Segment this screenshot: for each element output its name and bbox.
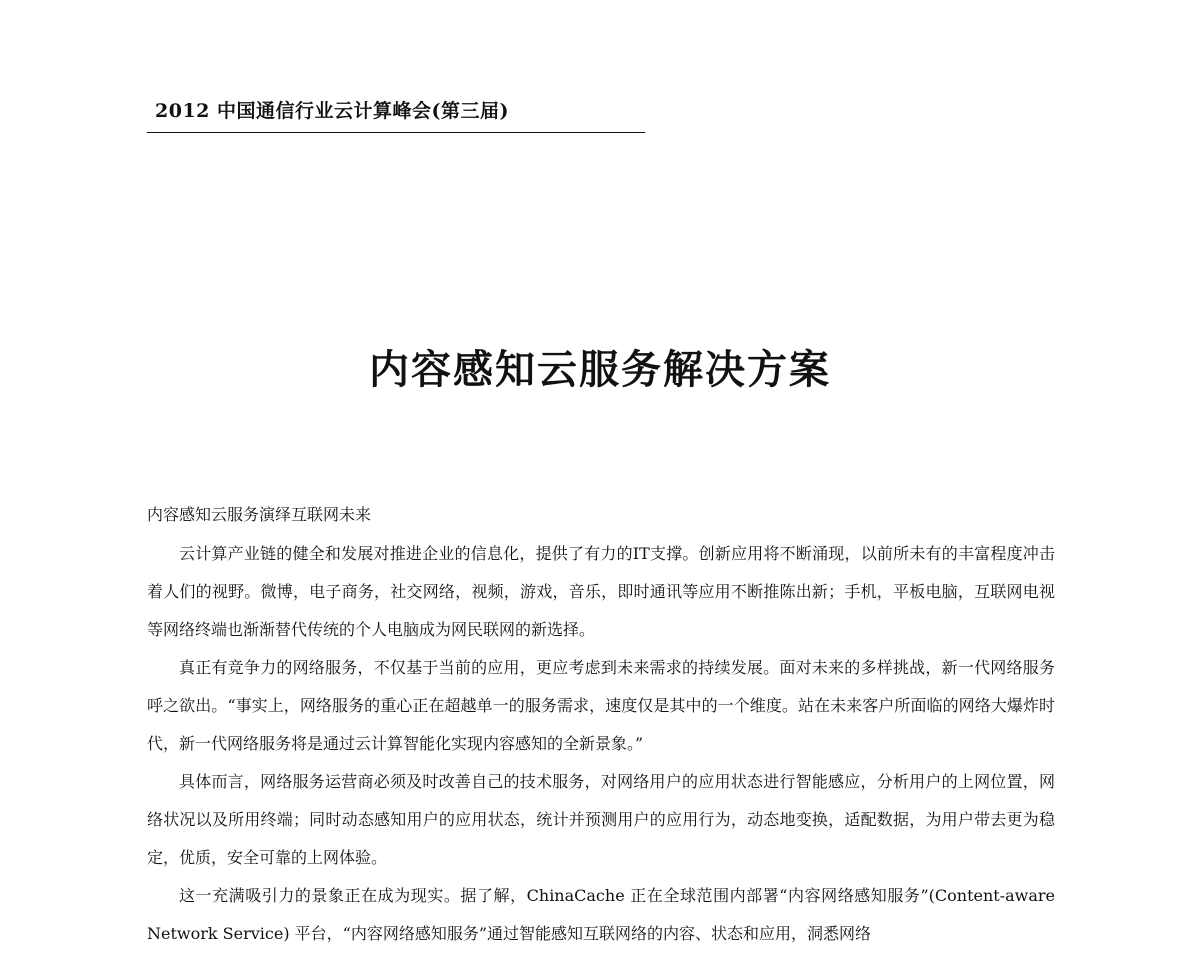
paragraph: 真正有竞争力的网络服务，不仅基于当前的应用，更应考虑到未来需求的持续发展。面对未来的多样挑战，新一代网络服务呼之欲出。“事实上，网络服务的重心正在超越单一的服务需求，速度仅是其中的一个维度。站在未来客户所面临的网络大爆炸时代，新一代网络服务将是通过云计算智能化实现内容感知的全新景象。” bbox=[147, 658, 1055, 753]
header-divider bbox=[147, 132, 645, 133]
paragraph: 具体而言，网络服务运营商必须及时改善自己的技术服务，对网络用户的应用状态进行智能感应，分析用户的上网位置，网络状况以及所用终端；同时动态感知用户的应用状态，统计并预测用户的应用行为，动态地变换，适配数据，为用户带去更为稳定，优质，安全可靠的上网体验。 bbox=[147, 772, 1055, 867]
section-heading: 内容感知云服务演绎互联网未来 bbox=[147, 505, 372, 524]
paragraph: 云计算产业链的健全和发展对推进企业的信息化，提供了有力的IT支撑。创新应用将不断涌现，以前所未有的丰富程度冲击着人们的视野。微博，电子商务，社交网络，视频，游戏，音乐，即时通讯等应用不断推陈出新；手机，平板电脑，互联网电视等网络终端也渐渐替代传统的个人电脑成为网民联网的新选择。 bbox=[147, 544, 1055, 639]
document-title: 内容感知云服务解决方案 bbox=[369, 347, 831, 393]
running-header: 2012 中国通信行业云计算峰会(第三届) bbox=[155, 100, 509, 122]
body-text bbox=[147, 535, 1055, 953]
paragraph: 这一充满吸引力的景象正在成为现实。据了解，ChinaCache 正在全球范围内部署“内容网络感知服务”(Content-aware Network Service) 平台，“内容网络感知服务”通过智能感知互联网络的内容、状态和应用，洞悉网络 bbox=[147, 886, 1055, 943]
